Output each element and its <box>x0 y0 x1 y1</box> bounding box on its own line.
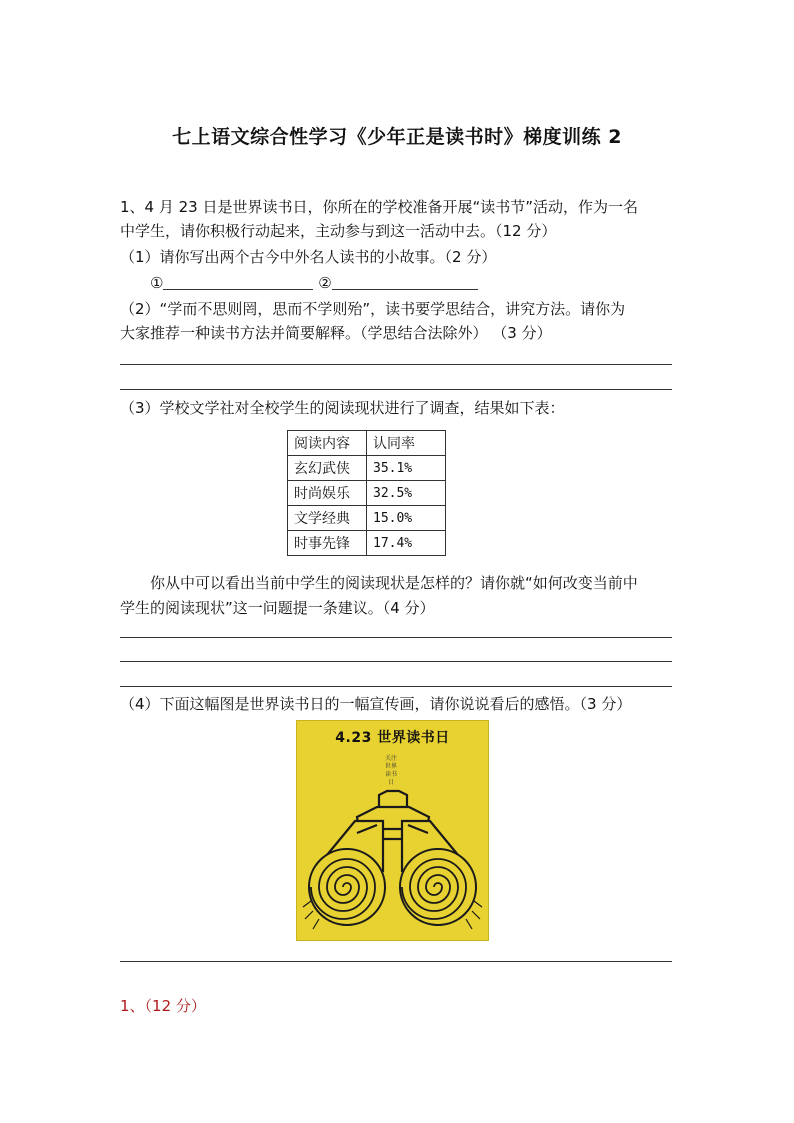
answer-line[interactable] <box>120 961 672 962</box>
answer-line[interactable] <box>120 637 672 638</box>
table-cell-content: 时尚娱乐 <box>288 481 367 506</box>
answer-blank-2[interactable] <box>332 273 478 290</box>
page-title: 七上语文综合性学习《少年正是读书时》梯度训练 2 <box>172 126 622 148</box>
blank-marker-2: ② <box>318 274 332 292</box>
blank-marker-1: ① <box>150 274 164 292</box>
binoculars-scroll-illustration <box>297 721 488 940</box>
table-cell-content: 时事先锋 <box>288 531 367 556</box>
table-cell-rate: 35.1% <box>367 456 446 481</box>
poster-vertical-text: 关注世界读书日 <box>385 755 398 786</box>
table-header-row <box>288 431 446 456</box>
answer-blank-1[interactable] <box>163 273 313 290</box>
q1-sub4: （4）下面这幅图是世界读书日的一幅宣传画，请你说说看后的感悟。（3 分） <box>120 695 632 713</box>
table-cell-rate: 15.0% <box>367 506 446 531</box>
table-header: 阅读内容 <box>288 431 367 456</box>
q1-intro-line1: 1、4 月 23 日是世界读书日，你所在的学校准备开展“读书节”活动，作为一名 <box>120 198 639 216</box>
q1-sub1-blanks <box>150 272 710 294</box>
table-cell-rate: 17.4% <box>367 531 446 556</box>
table-header: 认同率 <box>367 431 446 456</box>
table-row <box>288 531 446 556</box>
q1-intro-line2: 中学生，请你积极行动起来，主动参与到这一活动中去。（12 分） <box>120 222 557 240</box>
q1-sub2-line1: （2）“学而不思则罔，思而不学则殆”，读书要学思结合，讲究方法。请你为 <box>120 300 626 318</box>
table-cell-rate: 32.5% <box>367 481 446 506</box>
table-row <box>288 456 446 481</box>
answer-line[interactable] <box>120 661 672 662</box>
table-cell-content: 文学经典 <box>288 506 367 531</box>
table-cell-content: 玄幻武侠 <box>288 456 367 481</box>
answer-line[interactable] <box>120 364 672 365</box>
answer-line[interactable] <box>120 389 672 390</box>
poster-title: 4.23 世界读书日 <box>335 730 450 746</box>
table-row <box>288 481 446 506</box>
table-row <box>288 506 446 531</box>
survey-table <box>287 430 446 556</box>
answer-line[interactable] <box>120 686 672 687</box>
q1-sub3-question-line1: 你从中可以看出当前中学生的阅读现状是怎样的？请你就“如何改变当前中 <box>150 574 638 592</box>
q1-sub3-question-line2: 学生的阅读现状”这一问题提一条建议。（4 分） <box>120 599 435 617</box>
q1-sub1: （1）请你写出两个古今中外名人读书的小故事。（2 分） <box>120 248 497 266</box>
answer-section-label: 1、（12 分） <box>120 997 206 1015</box>
q1-sub2-line2: 大家推荐一种读书方法并简要解释。（学思结合法除外） （3 分） <box>120 324 552 342</box>
reading-day-poster <box>296 720 489 941</box>
q1-sub3: （3）学校文学社对全校学生的阅读现状进行了调查，结果如下表： <box>120 399 565 417</box>
